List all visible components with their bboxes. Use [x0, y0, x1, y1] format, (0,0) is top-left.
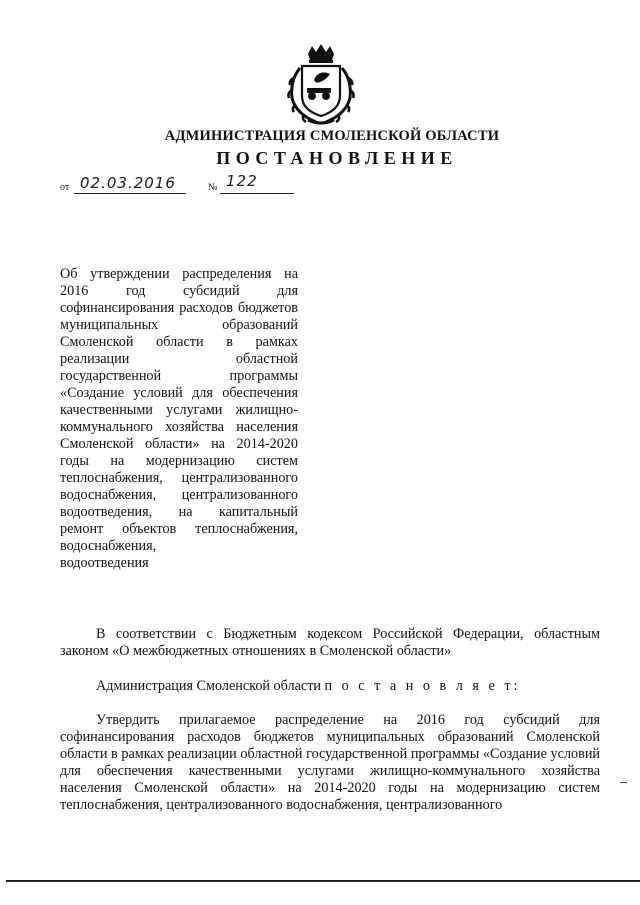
body-paragraph-3 — [60, 712, 600, 814]
number-prefix: № — [208, 182, 218, 193]
document-subject — [60, 266, 298, 572]
subject-last-line: водоотведения — [60, 555, 149, 571]
decree-clause-verb: п о с т а н о в л я е т: — [324, 678, 521, 694]
page-bottom-rule — [6, 880, 640, 882]
number-underline — [220, 193, 294, 194]
approval-paragraph: Утвердить прилагаемое распределение на 2016 год субсидий для софинансирования расходов бюджетов муниципальных образований Смоленской области в рамках реализации областной государственной программы «Создание условий для обеспечения качественными услугами жилищно-коммунального хозяйства населения Смоленской области» на 2014-2020 годы на модернизацию систем теплоснабжения, централизованного водоснабжения, централизованного — [60, 712, 600, 813]
handwritten-date: 02.03.2016 — [80, 174, 176, 192]
subject-text: Об утверждении распределения на 2016 год субсидий для софинансирования расходов бюджетов муниципальных образований Смоленской области в рамках реализации областной государственной программы «Создание условий для обеспечения качественными услугами жилищно-коммунального хозяйства населения Смоленской области» на 2014-2020 годы на модернизацию систем теплоснабжения, централизованного водоснабжения, централизованного водоотведения, на капитальный ремонт объектов теплоснабжения, водоснабжения, — [60, 266, 298, 554]
body-paragraph-2 — [60, 678, 600, 695]
document-type-title: ПОСТАНОВЛЕНИЕ — [216, 148, 458, 168]
decree-clause — [60, 678, 600, 695]
legal-basis-paragraph: В соответствии с Бюджетным кодексом Российской Федерации, областным законом «О межбюджетных отношениях в Смоленской области» — [60, 626, 600, 659]
handwritten-number: 122 — [226, 172, 258, 190]
coat-of-arms-icon — [286, 44, 356, 126]
scan-mark — [620, 782, 627, 783]
body-paragraph-1 — [60, 626, 600, 660]
date-prefix: от — [60, 182, 70, 193]
date-underline — [74, 193, 186, 194]
decree-clause-lead: Администрация Смоленской области — [96, 678, 325, 694]
authority-name: АДМИНИСТРАЦИЯ СМОЛЕНСКОЙ ОБЛАСТИ — [164, 128, 500, 144]
